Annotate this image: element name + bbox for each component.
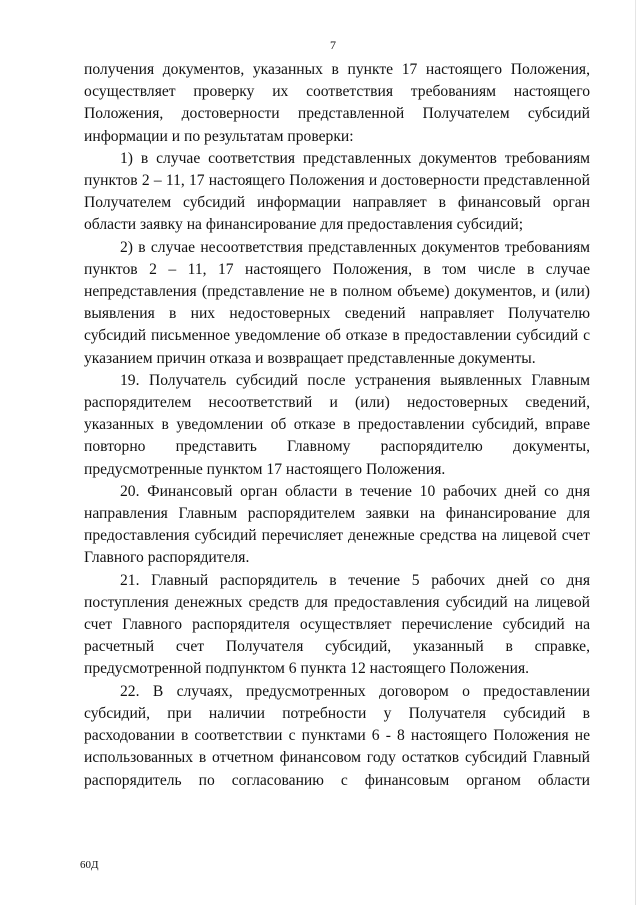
page-number: 7 bbox=[330, 38, 336, 52]
scan-edge-line bbox=[635, 0, 636, 905]
paragraph-subitem-2: 2) в случае несоответствия представленных документов требованиям пунктов 2 – 11, 17 настоящего Положения, в том числе в случае непредставления (представление не в полном объеме) документов, и (или) выявления в них недостоверных сведений направляет Получателю субсидий письменное уведомление об отказе в предоставлении субсидий с указанием причин отказа и возвращает представленные документы. bbox=[84, 238, 590, 367]
paragraph-item-22: 22. В случаях, предусмотренных договором о предоставлении субсидий, при наличии потребности у Получателя субсидий в расходовании в соответствии с пунктами 6 - 8 настоящего Положения не использованных в отчетном финансовом году остатков субсидий Главный распорядитель по согласованию с финансовым органом области bbox=[84, 682, 590, 789]
paragraph-subitem-1: 1) в случае соответствия представленных документов требованиям пунктов 2 – 11, 17 настоящего Положения и достоверности представленной Получателем субсидий информации направляет в финансовый орган области заявку на финансирование для предоставления субсидий; bbox=[84, 149, 590, 234]
paragraph-item-21: 21. Главный распорядитель в течение 5 рабочих дней со дня поступления денежных средств для предоставления субсидий на лицевой счет Главного распорядителя осуществляет перечисление субсидий на расчетный счет Получателя субсидий, указанный в справке, предусмотренной подпунктом 6 пункта 12 настоящего Положения. bbox=[84, 571, 590, 678]
paragraph-item-20: 20. Финансовый орган области в течение 10 рабочих дней со дня направления Главным распорядителем заявки на финансирование для предоставления субсидий перечисляет денежные средства на лицевой счет Главного распорядителя. bbox=[84, 482, 590, 567]
paragraph-item-19: 19. Получатель субсидий после устранения выявленных Главным распорядителем несоответствий и (или) недостоверных сведений, указанных в уведомлении об отказе в предоставлении субсидий, вправе повторно представить Главному распорядителю документы, предусмотренные пунктом 17 настоящего Положения. bbox=[84, 371, 590, 478]
document-body bbox=[84, 59, 590, 792]
footer-code: 60Д bbox=[80, 859, 99, 871]
paragraph-continuation: получения документов, указанных в пункте 17 настоящего Положения, осуществляет проверку их соответствия требованиям настоящего Положения, достоверности представленной Получателем субсидий информации и по результатам проверки: bbox=[84, 61, 590, 145]
